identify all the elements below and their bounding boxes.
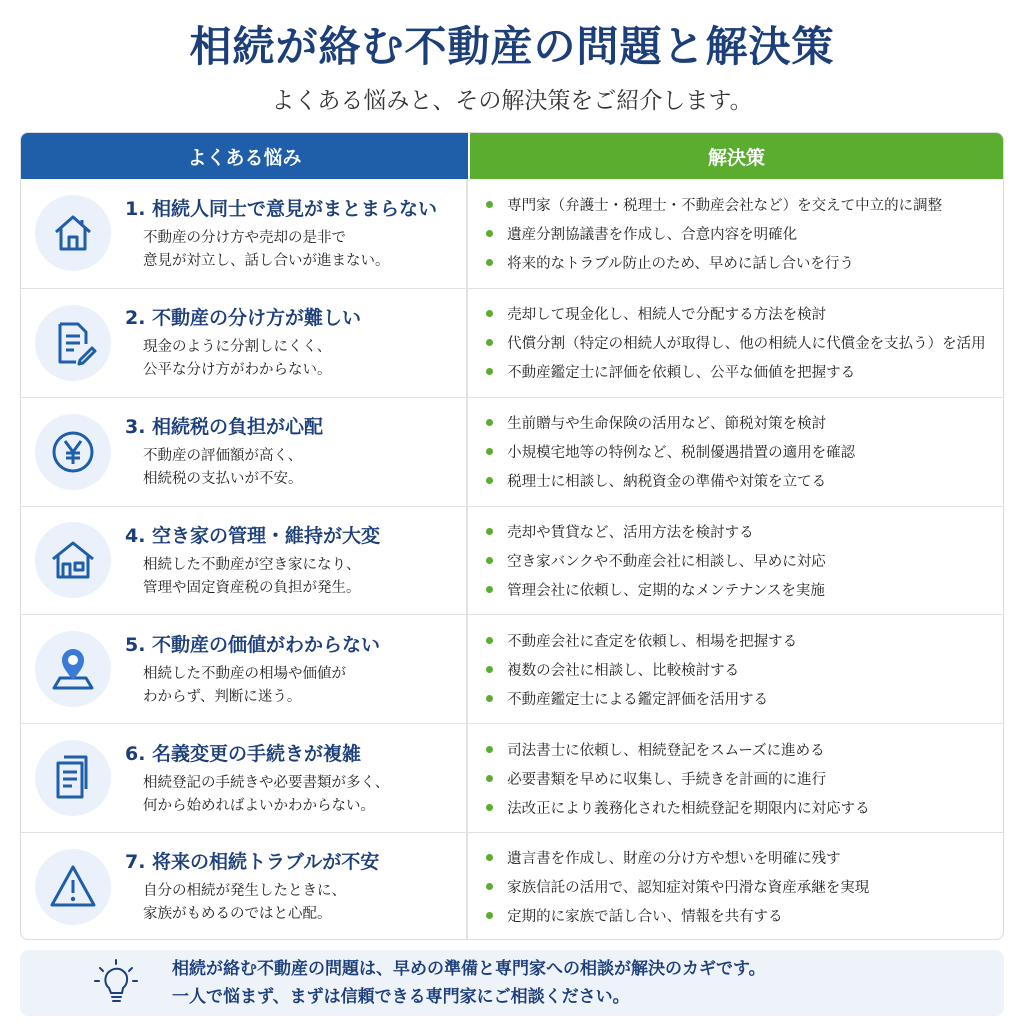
problem-icon-badge [35,195,111,271]
problem-cell [21,179,468,288]
footer-line-1: 相続が絡む不動産の問題は、早めの準備と専門家への相談が解決のカギです。 [172,959,766,979]
solution-text: 代償分割（特定の相続人が取得し、他の相続人に代償金を支払う）を活用 [507,336,986,353]
solution-item [486,222,1003,245]
solution-text: 必要書類を早めに収集し、手続きを計画的に進行 [507,771,827,788]
solution-item [486,520,1003,543]
solution-item [486,796,1003,819]
bullet-dot [486,695,493,702]
table-header [21,133,1003,179]
footer-line-2: 一人で悩まず、まずは信頼できる専門家にご相談ください。 [172,987,630,1007]
problem-description: 現金のように分割しにくく、 公平な分け方がわからない。 [143,339,332,379]
problem-title: 6. 名義変更の手続きが複雑 [125,742,362,765]
bullet-dot [486,586,493,593]
solution-text: 家族信託の活用で、認知症対策や円滑な資産承継を実現 [507,880,870,897]
problem-description: 不動産の評価額が高く、 相続税の支払いが不安。 [143,448,303,488]
problem-cell [21,289,468,397]
problem-description: 相続した不動産が空き家になり、 管理や固定資産税の負担が発生。 [143,556,361,596]
problem-cell [21,615,468,723]
solution-text: 将来的なトラブル防止のため、早めに話し合いを行う [507,255,854,272]
table-row [21,179,1003,288]
solution-cell [468,507,1003,615]
column-header-problem: よくある悩み [21,133,468,179]
warning-icon [48,862,98,912]
solution-cell [468,179,1003,288]
solution-item [486,302,1003,325]
bullet-dot [486,912,493,919]
solution-item [486,549,1003,572]
map-pin-icon [48,644,98,694]
problem-cell [21,398,468,506]
problem-description: 自分の相続が発生したときに、 家族がもめるのではと心配。 [143,883,346,923]
solution-cell [468,724,1003,832]
bullet-dot [486,637,493,644]
bullet-dot [486,557,493,564]
yen-icon [48,427,98,477]
solution-text: 遺言書を作成し、財産の分け方や想いを明確に残す [507,851,841,868]
solution-text: 管理会社に依頼し、定期的なメンテナンスを実施 [507,582,825,599]
bullet-dot [486,230,493,237]
problem-icon-badge [35,849,111,925]
problem-title: 7. 将来の相続トラブルが不安 [125,851,380,874]
bullet-dot [486,448,493,455]
bullet-dot [486,883,493,890]
problem-icon-badge [35,631,111,707]
table-row [21,506,1003,615]
bullet-dot [486,368,493,375]
solution-cell [468,615,1003,723]
table-row [21,614,1003,723]
bullet-dot [486,477,493,484]
solution-text: 司法書士に依頼し、相続登記をスムーズに進める [507,742,825,759]
vacant-house-icon [48,535,98,585]
solution-item [486,904,1003,927]
page-title: 相続が絡む不動産の問題と解決策 [189,22,835,71]
problem-icon-badge [35,414,111,490]
column-header-solution: 解決策 [468,133,1003,179]
bullet-dot [486,339,493,346]
solution-item [486,331,1003,354]
problem-icon-badge [35,740,111,816]
solution-item [486,251,1003,274]
problem-solution-table [20,132,1004,940]
problem-title: 1. 相続人同士で意見がまとまらない [125,197,438,220]
solution-text: 空き家バンクや不動産会社に相談し、早めに対応 [507,553,826,570]
problem-icon-badge [35,305,111,381]
bullet-dot [486,775,493,782]
table-row [21,832,1003,940]
problem-title: 5. 不動産の価値がわからない [125,633,381,656]
bullet-dot [486,259,493,266]
table-row [21,723,1003,832]
solution-cell [468,398,1003,506]
solution-text: 税理士に相談し、納税資金の準備や対策を立てる [507,474,827,491]
solution-item [486,658,1003,681]
solution-item [486,469,1003,492]
solution-text: 売却して現金化し、相続人で分配する方法を検討 [507,307,827,324]
solution-item [486,687,1003,710]
bullet-dot [486,746,493,753]
bullet-dot [486,201,493,208]
problem-description: 相続した不動産の相場や価値が わからず、判断に迷う。 [143,665,346,705]
bullet-dot [486,854,493,861]
solution-text: 不動産鑑定士に評価を依頼し、公平な価値を把握する [507,365,856,382]
solution-item [486,767,1003,790]
table-body [21,179,1003,940]
documents-icon [48,753,98,803]
solution-text: 小規模宅地等の特例など、税制優遇措置の適用を確認 [507,445,856,462]
solution-text: 生前贈与や生命保険の活用など、節税対策を検討 [507,416,827,433]
problem-cell [21,724,468,832]
solution-item [486,578,1003,601]
solution-item [486,738,1003,761]
bullet-dot [486,666,493,673]
table-row [21,288,1003,397]
page-subtitle: よくある悩みと、その解決策をご紹介します。 [271,88,753,114]
document-pen-icon [48,318,98,368]
solution-text: 売却や賃貸など、活用方法を検討する [507,524,754,541]
lightbulb-icon [92,958,140,1008]
solution-item [486,411,1003,434]
solution-item [486,846,1003,869]
problem-icon-badge [35,522,111,598]
problem-title: 3. 相続税の負担が心配 [125,416,324,439]
solution-item [486,629,1003,652]
bullet-dot [486,528,493,535]
solution-item [486,193,1003,216]
problem-cell [21,833,468,940]
bullet-dot [486,419,493,426]
bullet-dot [486,310,493,317]
solution-text: 定期的に家族で話し合い、情報を共有する [507,909,783,926]
table-row [21,397,1003,506]
footer-banner [20,950,1004,1016]
solution-text: 不動産会社に査定を依頼し、相場を把握する [507,633,798,650]
problem-cell [21,507,468,615]
problem-description: 不動産の分け方や売却の是非で 意見が対立し、話し合いが進まない。 [143,229,390,269]
solution-item [486,440,1003,463]
solution-text: 専門家（弁護士・税理士・不動産会社など）を交えて中立的に調整 [507,197,943,214]
solution-text: 複数の会社に相談し、比較検討する [507,662,740,679]
solution-text: 遺産分割協議書を作成し、合意内容を明確化 [507,226,798,243]
solution-text: 法改正により義務化された相続登記を期限内に対応する [507,800,870,817]
solution-item [486,360,1003,383]
problem-description: 相続登記の手続きや必要書類が多く、 何から始めればよいかわからない。 [143,774,390,814]
solution-text: 不動産鑑定士による鑑定評価を活用する [507,691,769,708]
house-icon [48,208,98,258]
problem-title: 4. 空き家の管理・維持が大変 [125,524,381,547]
solution-cell [468,833,1003,940]
solution-item [486,875,1003,898]
problem-title: 2. 不動産の分け方が難しい [125,307,362,330]
bullet-dot [486,804,493,811]
solution-cell [468,289,1003,397]
